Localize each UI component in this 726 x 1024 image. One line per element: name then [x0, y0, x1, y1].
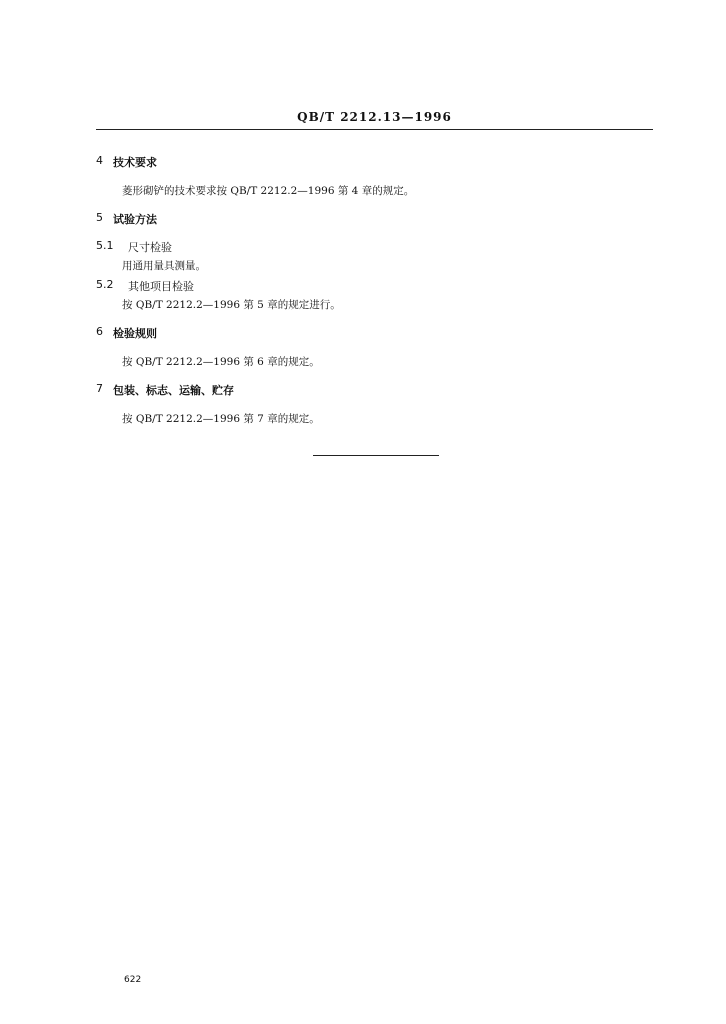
section-7-number: 7: [96, 382, 103, 395]
section-5-1-text: 用通用量具测量。: [122, 260, 206, 272]
end-divider: [313, 455, 439, 456]
section-5-number: 5: [96, 211, 103, 224]
section-5-2-text: 按 QB/T 2212.2—1996 第 5 章的规定进行。: [122, 299, 341, 311]
section-7-title: 包装、标志、运输、贮存: [113, 384, 234, 397]
section-6-number: 6: [96, 325, 103, 338]
section-6-text: 按 QB/T 2212.2—1996 第 6 章的规定。: [122, 356, 320, 368]
section-5-1-title: 尺寸检验: [128, 241, 172, 254]
section-5-2-number: 5.2: [96, 278, 114, 291]
document-header: QB/T 2212.13—1996: [297, 110, 452, 124]
section-4-number: 4: [96, 154, 103, 167]
section-5-2-title: 其他项目检验: [128, 280, 194, 293]
section-4-title: 技术要求: [113, 156, 157, 169]
page-number: 622: [124, 975, 142, 985]
section-4-text: 菱形砌铲的技术要求按 QB/T 2212.2—1996 第 4 章的规定。: [122, 185, 415, 197]
section-6-title: 检验规则: [113, 327, 157, 340]
section-5-1-number: 5.1: [96, 239, 114, 252]
section-5-title: 试验方法: [113, 213, 157, 226]
header-divider: [96, 129, 653, 130]
section-7-text: 按 QB/T 2212.2—1996 第 7 章的规定。: [122, 413, 320, 425]
